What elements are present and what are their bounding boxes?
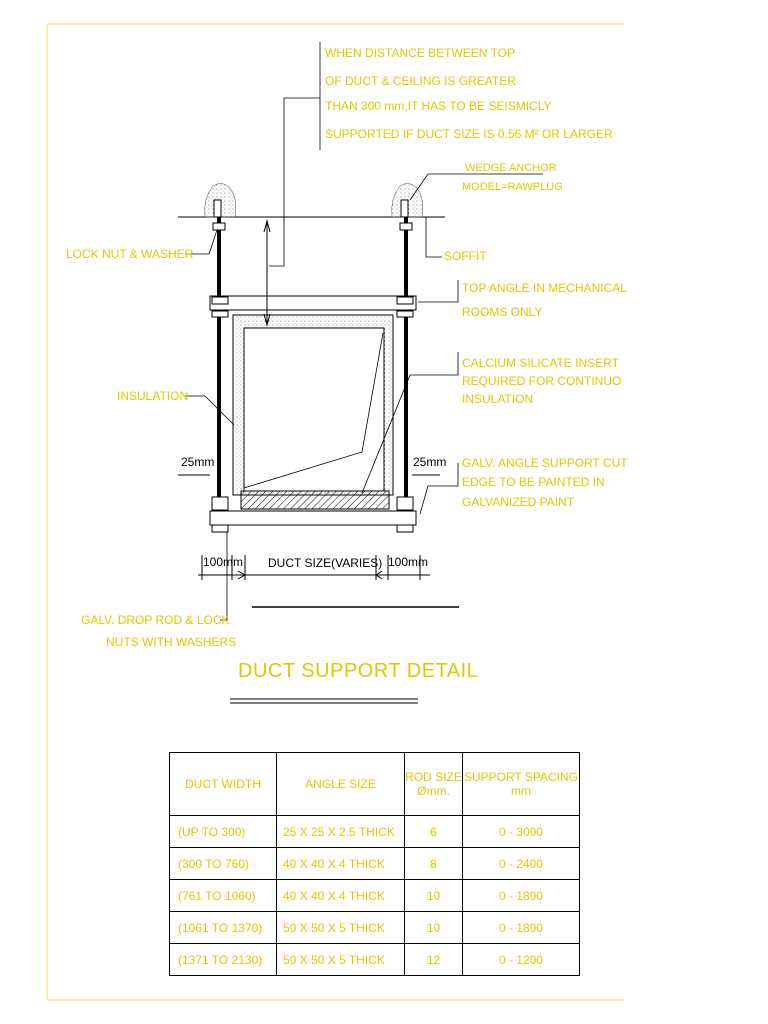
soffit-label: SOFFIT (444, 249, 487, 263)
galv-angle-line-3: GALVANIZED PAINT (462, 495, 575, 509)
wedge-anchor-label: WEDGE ANCHOR (465, 162, 557, 174)
galv-angle-line-2: EDGE TO BE PAINTED IN (462, 475, 605, 489)
angle-size-cell: 25 X 25 X 2.5 THICK (277, 816, 405, 848)
angle-size-cell: 50 X 50 X 5 THICK (277, 944, 405, 976)
wedge-anchor-model: MODEL=RAWPLUG (462, 181, 563, 193)
lock-nut-label: LOCK NUT & WASHER (66, 247, 194, 261)
insulation-label: INSULATION (117, 389, 189, 403)
seismic-note-line-1: WHEN DISTANCE BETWEEN TOP (325, 46, 516, 60)
top-angle-line-1: TOP ANGLE IN MECHANICAL (462, 281, 627, 295)
right-gap-dimension: 25mm (413, 455, 447, 469)
table-row (170, 912, 580, 944)
left-edge-dimension: 100mm (203, 555, 244, 569)
calcium-line-1: CALCIUM SILICATE INSERT (462, 356, 619, 370)
support-spacing-cell: 0 - 2400 (463, 848, 580, 880)
seismic-note-line-2: OF DUCT & CEILING IS GREATER (325, 74, 516, 88)
support-spacing-cell: 0 - 1800 (463, 912, 580, 944)
top-angle-line-2: ROOMS ONLY (462, 305, 543, 319)
rod-size-cell: 8 (405, 848, 463, 880)
drawing-title: DUCT SUPPORT DETAIL (238, 660, 479, 682)
table-row (170, 848, 580, 880)
rod-size-cell: 12 (405, 944, 463, 976)
header-duct-width: DUCT WIDTH (170, 753, 277, 816)
duct-width-cell: (1371 TO 2130) (170, 944, 277, 976)
seismic-note-line-3: THAN 300 mm,IT HAS TO BE SEISMICLY (325, 99, 552, 113)
drop-rod-line-2: NUTS WITH WASHERS (106, 635, 237, 649)
support-spacing-cell: 0 - 3000 (463, 816, 580, 848)
header-support-spacing: SUPPORT SPACING mm (463, 753, 580, 816)
table-row (170, 880, 580, 912)
rod-size-cell: 10 (405, 880, 463, 912)
left-gap-dimension: 25mm (181, 455, 215, 469)
duct-width-cell: (761 TO 1060) (170, 880, 277, 912)
table-header-row (170, 753, 580, 816)
angle-size-cell: 40 X 40 X 4 THICK (277, 848, 405, 880)
seismic-note-line-4: SUPPORTED IF DUCT SIZE IS 0.56 M² OR LARGER (325, 127, 613, 141)
right-edge-dimension: 100mm (388, 555, 429, 569)
duct-size-dimension: DUCT SIZE(VARIES) (268, 556, 383, 570)
angle-size-cell: 50 X 50 X 5 THICK (277, 912, 405, 944)
anchor-concrete (205, 183, 423, 217)
header-rod-size: ROD SIZE Ømm. (405, 753, 463, 816)
duct-width-cell: (300 TO 760) (170, 848, 277, 880)
support-spacing-cell: 0 - 1200 (463, 944, 580, 976)
calcium-line-2: REQUIRED FOR CONTINUO (462, 374, 622, 388)
support-schedule-table (169, 752, 580, 976)
rod-size-cell: 6 (405, 816, 463, 848)
duct-width-cell: (1061 TO 1370) (170, 912, 277, 944)
calcium-line-3: INSULATION (462, 392, 534, 406)
support-spacing-cell: 0 - 1800 (463, 880, 580, 912)
table-row (170, 816, 580, 848)
top-angle (210, 296, 416, 317)
angle-size-cell: 40 X 40 X 4 THICK (277, 880, 405, 912)
galv-angle-line-1: GALV. ANGLE SUPPORT CUT (462, 456, 628, 470)
rod-size-cell: 10 (405, 912, 463, 944)
table-row (170, 944, 580, 976)
duct-width-cell: (UP TO 300) (170, 816, 277, 848)
header-angle-size: ANGLE SIZE (277, 753, 405, 816)
drop-rod-line-1: GALV. DROP ROD & LOCK (81, 613, 230, 627)
